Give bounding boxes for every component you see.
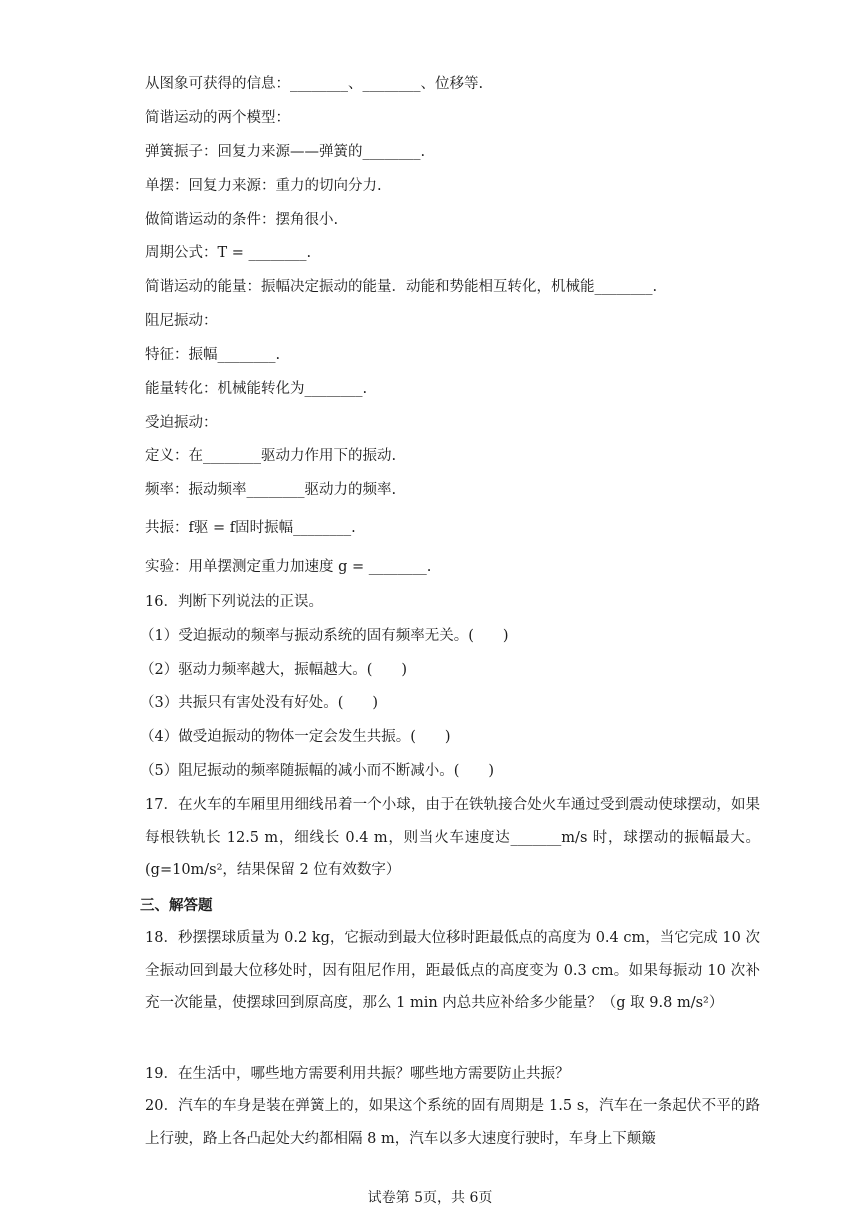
text-line-spring-oscillator: 弹簧振子：回复力来源——弹簧的________. xyxy=(145,144,426,160)
text-line-forced-frequency: 频率：振动频率________驱动力的频率. xyxy=(145,482,397,498)
question-20: 20．汽车的车身是装在弹簧上的，如果这个系统的固有周期是 1.5 s，汽车在一条起伏不平的路上行驶，路上各凸起处大约都相隔 8 m，汽车以多大速度行驶时，车身上下颠簸 xyxy=(145,1098,760,1147)
question-17: 17．在火车的车厢里用细线吊着一个小球，由于在铁轨接合处火车通过受到震动使球摆动，如果每根铁轨长 12.5 m，细线长 0.4 m，则当火车速度达_______m/s 时，球摆动的振幅最大。(g=10m/s²，结果保留 2 位有效数字） xyxy=(145,797,760,878)
text-line-forced-heading: 受迫振动： xyxy=(145,415,218,431)
question-16-item-5: （5）阻尼振动的频率随振幅的减小而不断减小。( ) xyxy=(140,763,495,779)
text-line-forced-definition: 定义：在________驱动力作用下的振动. xyxy=(145,448,397,464)
text-line-shm-condition: 做简谐运动的条件：摆角很小. xyxy=(145,212,339,228)
text-line-resonance: 共振：f驱 = f固时振幅________. xyxy=(145,520,356,536)
text-line-damped-energy: 能量转化：机械能转化为________. xyxy=(145,381,368,397)
text-line-period-formula: 周期公式：T = ________. xyxy=(145,245,312,261)
text-line-damped-heading: 阻尼振动： xyxy=(145,313,218,329)
text-line-damped-feature: 特征：振幅________. xyxy=(145,347,281,363)
section-heading-solve: 三、解答题 xyxy=(140,897,213,914)
question-16-item-1: （1）受迫振动的频率与振动系统的固有频率无关。( ) xyxy=(140,628,509,644)
text-line-graph-info: 从图象可获得的信息：________、________、位移等. xyxy=(145,76,484,92)
text-line-experiment: 实验：用单摆测定重力加速度 g = ________. xyxy=(145,559,432,575)
question-16-item-2: （2）驱动力频率越大，振幅越大。( ) xyxy=(140,662,408,678)
text-line-shm-energy: 简谐运动的能量：振幅决定振动的能量．动能和势能相互转化，机械能________. xyxy=(145,279,658,295)
question-19: 19．在生活中，哪些地方需要利用共振？哪些地方需要防止共振？ xyxy=(145,1066,570,1082)
text-line-two-models: 简谐运动的两个模型： xyxy=(145,110,290,126)
question-16-title: 16．判断下列说法的正误。 xyxy=(145,594,323,610)
page-footer: 试卷第 5页，共 6页 xyxy=(367,1190,493,1206)
text-line-pendulum: 单摆：回复力来源：重力的切向分力. xyxy=(145,178,382,194)
question-16-item-3: （3）共振只有害处没有好处。( ) xyxy=(140,695,379,711)
question-16-item-4: （4）做受迫振动的物体一定会发生共振。( ) xyxy=(140,729,451,745)
question-18: 18．秒摆摆球质量为 0.2 kg，它振动到最大位移时距最低点的高度为 0.4 cm，当它完成 10 次全振动回到最大位移处时，因有阻尼作用，距最低点的高度变为 0.3 cm。如果每振动 10 次补充一次能量，使摆球回到原高度，那么 1 min 内总共应补给多少能量？（g 取 9.8 m/s²） xyxy=(145,930,760,1011)
